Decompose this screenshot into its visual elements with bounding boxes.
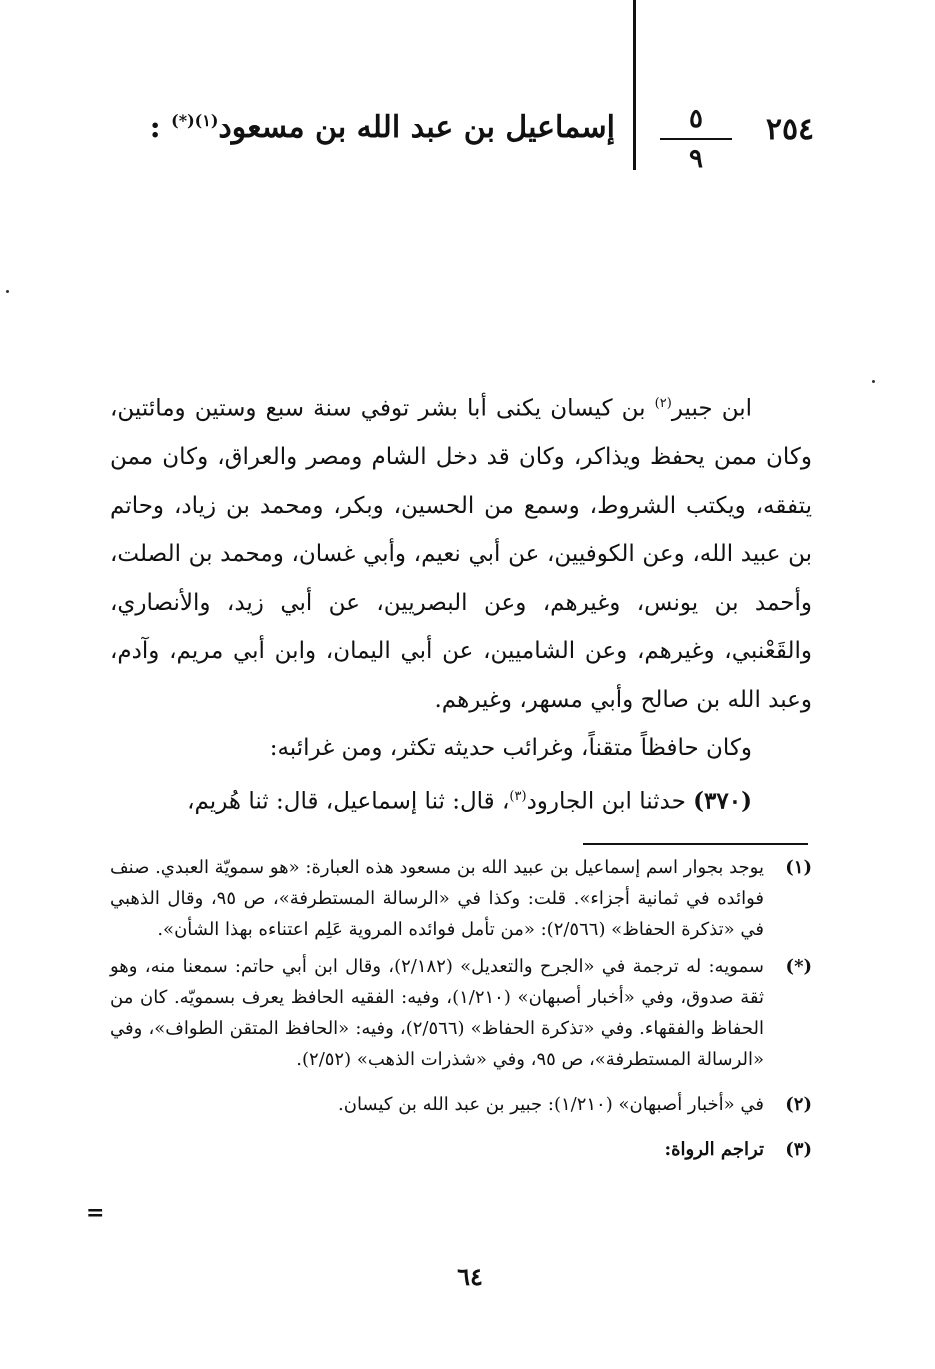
hadith-number: (٣٧٠) [693, 787, 752, 815]
footnotes [110, 852, 812, 1171]
footnote-3 [110, 1134, 812, 1165]
footnote-marker: (٣) [785, 1139, 812, 1160]
footnote-ref-3: (٣) [509, 788, 527, 804]
fraction-numerator: ٥ [689, 104, 703, 134]
footnote-text: سمويه: له ترجمة في «الجرح والتعديل» (٢/١٨٢)، وقال ابن أبي حاتم: سمعنا منه، وهو ثقة صدوق، وفي «أخبار أصبهان» (١/٢١٠)، وفيه: الفقيه الحافظ يعرف بسمويّه. كان من الحفاظ والفقهاء. وفي «تذكرة الحفاظ» (٢/٥٦٦)، وفيه: «الحافظ المتقن الطواف»، وفي «الرسالة المستطرفة»، ص ٩٥، وفي «شذرات الذهب» (٢/٥٢). [110, 956, 764, 1070]
footnote-star [110, 951, 812, 1075]
footnote-text: تراجم الرواة: [664, 1139, 764, 1160]
continuation-mark: = [86, 1200, 105, 1226]
footnote-marker: (*) [785, 956, 812, 977]
footnote-1 [110, 852, 812, 945]
page-number: ٦٤ [457, 1262, 483, 1291]
scan-speck [6, 290, 9, 293]
fraction-bar [660, 138, 732, 140]
scan-speck [872, 380, 875, 383]
footnote-marker: (١) [785, 857, 812, 878]
fraction-denominator: ٩ [689, 144, 703, 174]
entry-heading [145, 110, 615, 145]
entry-number: ٢٥٤ [765, 112, 815, 147]
biography-part2: بن كيسان يكنى أبا بشر توفي سنة سبع وستين ومائتين، وكان ممن يحفظ ويذاكر، وكان قد دخل الشام ومصر والعراق، وكان ممن يتفقه، ويكتب الشروط، وسمع من الحسين، وبكر، ومحمد بن زياد، وحاتم بن عبيد الله، وعن الكوفيين، عن أبي نعيم، وأبي غسان، ومحمد بن الصلت، وأحمد بن يونس، وغيرهم، وعن البصريين، عن أبي زيد، والأنصاري، والقَعْنبي، وغيرهم، وعن الشاميين، عن أبي اليمان، وابن أبي مريم، وآدم، وعبد الله بن صالح وأبي مسهر، وغيرهم. [110, 395, 812, 713]
footnote-ref-2: (٢) [654, 396, 672, 411]
footnote-text: في «أخبار أصبهان» (١/٢١٠): جبير بن عبد الله بن كيسان. [338, 1094, 764, 1115]
biography-paragraph [110, 380, 812, 724]
footnote-separator [583, 843, 808, 845]
footnote-2 [110, 1089, 812, 1120]
entry-heading-colon: : [149, 110, 161, 145]
header-vertical-rule [633, 0, 636, 170]
hadith-part1: حدثنا ابن الجارود [526, 788, 694, 815]
entry-heading-name: إسماعيل بن عبد الله بن مسعود [218, 110, 615, 145]
entry-heading-footnote-refs: (١)(*) [171, 111, 219, 130]
footnote-text: يوجد بجوار اسم إسماعيل بن عبيد الله بن مسعود هذه العبارة: «هو سمويّة العبدي. صنف فوائده في ثمانية أجزاء». قلت: وكذا في «الرسالة المستطرفة»، ص ٩٥، وقال الذهبي في «تذكرة الحفاظ» (٢/٥٦٦): «من تأمل فوائده المروية عَلِم اعتناءه بهذا الشأن». [110, 857, 764, 940]
main-text [110, 380, 812, 826]
footnote-marker: (٢) [785, 1094, 812, 1115]
hadith-paragraph [110, 773, 812, 826]
hadith-part2: ، قال: ثنا إسماعيل، قال: ثنا هُريم، [187, 788, 510, 815]
entry-fraction [660, 104, 732, 174]
assessment-paragraph: وكان حافظاً متقناً، وغرائب حديثه تكثر، ومن غرائبه: [269, 735, 752, 762]
biography-part1: ابن جبير [671, 395, 752, 422]
